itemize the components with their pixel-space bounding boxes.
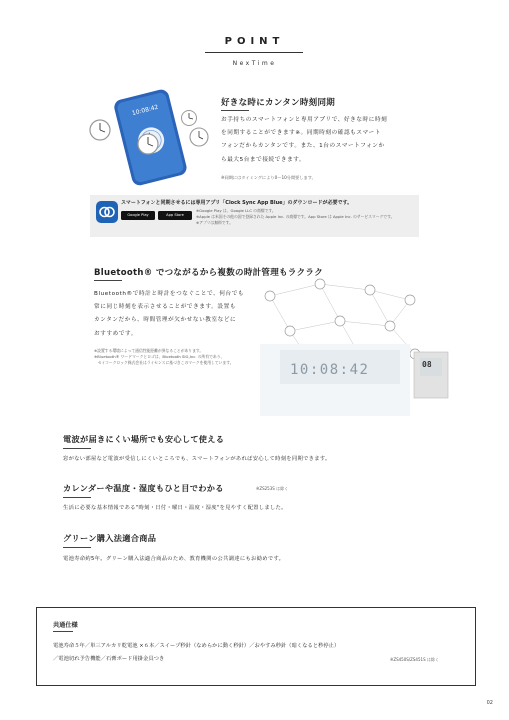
common-title: 共通仕様 [53, 622, 78, 629]
bt-note: ※Bluetooth® ワードマークとロゴは、Bluetooth SIG,Inc. の所有であり、 [94, 354, 225, 359]
bt-note: ※設置する環境によって通信性能距離が異なることがあります。 [94, 348, 204, 353]
sync-line: を同期することができます※。同期時刻の確認もスマート [221, 130, 382, 137]
calendar-tag: ※ZS253S は除く [256, 486, 289, 491]
bt-title: Bluetooth® でつながるから複数の時計管理もラクラク [94, 268, 324, 278]
clock-icon [188, 126, 210, 152]
brand-name: NexTime [232, 60, 277, 67]
radio-title: 電波が届きにくい場所でも安心して使える [63, 434, 225, 444]
app-icon [96, 201, 118, 223]
common-line1: 電池寿命５年／単三アルカリ乾電池 ×６本／スイープ秒針（なめらかに動く秒針）／おやすみ秒針（暗くなると秒停止） [53, 643, 340, 649]
calendar-text: 生活に必要な基本情報である"時刻・日付・曜日・温度・湿度"を見やすく配置しました。 [63, 505, 287, 511]
sync-line: ら最大5台まで接続できます。 [221, 156, 306, 163]
bt-notes [94, 348, 274, 366]
common-tag: ※ZS450S/ZS451S は除く [390, 657, 439, 662]
app-notes [196, 208, 416, 226]
clock-icon [88, 118, 112, 146]
bt-line: Bluetooth®で時計と時計をつなぐことで、何台でも [94, 291, 245, 297]
title-underline [63, 448, 91, 449]
bt-line: 常に同じ時刻を表示させることができます。設置も [94, 304, 237, 311]
title-underline [53, 631, 73, 632]
phone-time: 10:08:42 [131, 103, 160, 118]
common-line2: ／電池切れ予告機能／石膏ボード用掛金具つき [53, 656, 165, 662]
bt-network-illustration [250, 276, 450, 416]
app-note: ※アプリは無料です。 [196, 220, 233, 225]
title-underline [63, 497, 91, 498]
app-note: ※Google Play は、Google LLC の商標です。 [196, 208, 276, 213]
title-underline [221, 110, 249, 111]
bt-line: カンタンだから、時間管理が欠かせない教室などに [94, 317, 237, 324]
heading-rule [205, 52, 303, 53]
green-text: 電池寿命約5年。グリーン購入法適合商品のため、教育機関の公共調達にもお勧めです。 [63, 556, 285, 562]
calendar-title: カレンダーや温度・湿度もひと目でわかる [63, 483, 224, 493]
bt-note: セイコークロック株式会社はライセンスに基づきこのマークを使用しています。 [94, 360, 234, 365]
sync-line: お手持ちのスマートフォンと専用アプリで、好きな時に時刻 [221, 117, 388, 123]
google-play-badge[interactable] [121, 211, 155, 220]
title-underline [63, 547, 91, 548]
point-heading: POINT [224, 36, 285, 47]
app-note: ※Apple は米国その他の国で登録された Apple Inc. の商標です。App Store は Apple Inc. のサービスマークです。 [196, 214, 395, 219]
app-headline: スマートフォンと同期させるには専用アプリ「Clock Sync App Blue」のダウンロードが必要です。 [121, 200, 353, 206]
green-title: グリーン購入法適合商品 [63, 533, 157, 543]
app-store-badge[interactable] [158, 211, 192, 220]
sync-note: ※同期にはタイミングにより0〜10分間要します。 [221, 175, 316, 180]
google-play-label: Google Play [127, 213, 149, 217]
radio-text: 窓がない部屋など電波が受信しにくいところでも、スマートフォンがあれば安心して時刻を同期できます。 [63, 456, 331, 462]
page-number: 02 [486, 700, 493, 706]
clock-icon [136, 132, 160, 160]
title-underline [94, 280, 122, 281]
sync-title: 好きな時にカンタン時刻同期 [221, 98, 336, 108]
bt-line: おすすめです。 [94, 330, 137, 337]
sync-body [221, 114, 431, 167]
app-store-label: App Store [166, 213, 184, 217]
sync-line: フォンだからカンタンです。また、1台のスマートフォンか [221, 143, 385, 150]
wall-clock-time: 10:08:42 [290, 362, 370, 378]
desk-clock-display: 08 [422, 360, 432, 369]
